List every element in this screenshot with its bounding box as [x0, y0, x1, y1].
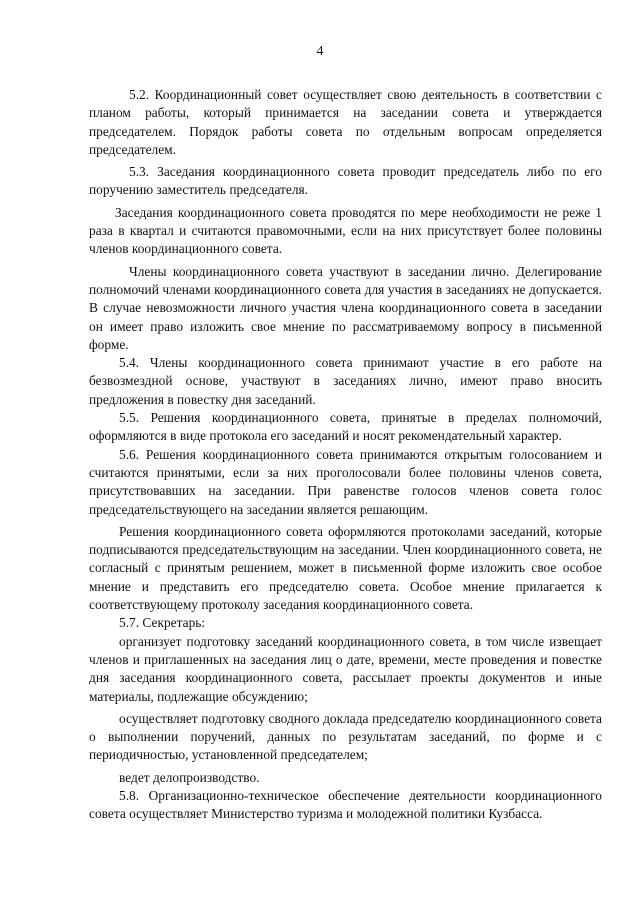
page-number: 4 [316, 44, 324, 59]
paragraph-5-5: 5.5. Решения координационного совета, принятые в пределах полномочий, оформляются в виде протокола его заседаний и носят рекомендательный характер. [89, 410, 602, 444]
paragraph-5-7: 5.7. Секретарь: [119, 615, 206, 631]
paragraph-secretary-report: осуществляет подготовку сводного доклада председателю координационного совета о выполнении поручений, данных по результатам заседаний, по форме и с периодичностью, установленной председателем; [89, 710, 602, 763]
paragraph-5-2: 5.2. Координационный совет осуществляет свою деятельность в соответствии с планом работы, который принимается на заседании совета и утверждается председателем. Порядок работы совета по отдельным вопросам определяется председателем. [89, 87, 602, 157]
document-body [89, 86, 602, 824]
paragraph-5-8: 5.8. Организационно-техническое обеспечение деятельности координационного совета осуществляет Министерство туризма и молодежной политики Кузбасса. [89, 787, 602, 822]
paragraph-members-participation: Члены координационного совета участвуют в заседании лично. Делегирование полномочий членами координационного совета для участия в заседаниях не допускается. В случае невозможности личного участия члена координационного совета в заседании он имеет право изложить свое мнение по рассматриваемому вопросу в письменной форме. [89, 263, 602, 352]
paragraph-5-6: 5.6. Решения координационного совета принимаются открытым голосованием и считаются принятыми, если за них проголосовали более половины членов совета, присутствовавших на заседании. При равенстве голосов членов совета голос председательствующего на заседании является решающим. [89, 446, 602, 517]
paragraph-5-4: 5.4. Члены координационного совета принимают участие в его работе на безвозмездной основе, участвуют в заседаниях лично, имеют право вносить предложения в повестку дня заседаний. [89, 355, 602, 407]
paragraph-secretary-records: ведет делопроизводство. [119, 769, 260, 785]
paragraph-5-3: 5.3. Заседания координационного совета проводит председатель либо по его поручению заместитель председателя. [89, 164, 602, 198]
paragraph-secretary-organizes: организует подготовку заседаний координационного совета, в том числе извещает членов и приглашенных на заседания лиц о дате, времени, месте проведения и повестке дня заседания координационного совета, рассылает проекты документов и иные материалы, подлежащие обсуждению; [89, 633, 602, 704]
paragraph-meetings-frequency: Заседания координационного совета проводятся по мере необходимости не реже 1 раза в квартал и считаются правомочными, если на них присутствует более половины членов координационного совета. [89, 204, 602, 257]
paragraph-decisions-protocols: Решения координационного совета оформляются протоколами заседаний, которые подписываются председательствующим на заседании. Член координационного совета, не согласный с принятым решением, может в письменной форме изложить свое особое мнение и представить его председателю совета. Особое мнение прилагается к соответствующему протоколу заседания координационного совета. [89, 523, 602, 613]
